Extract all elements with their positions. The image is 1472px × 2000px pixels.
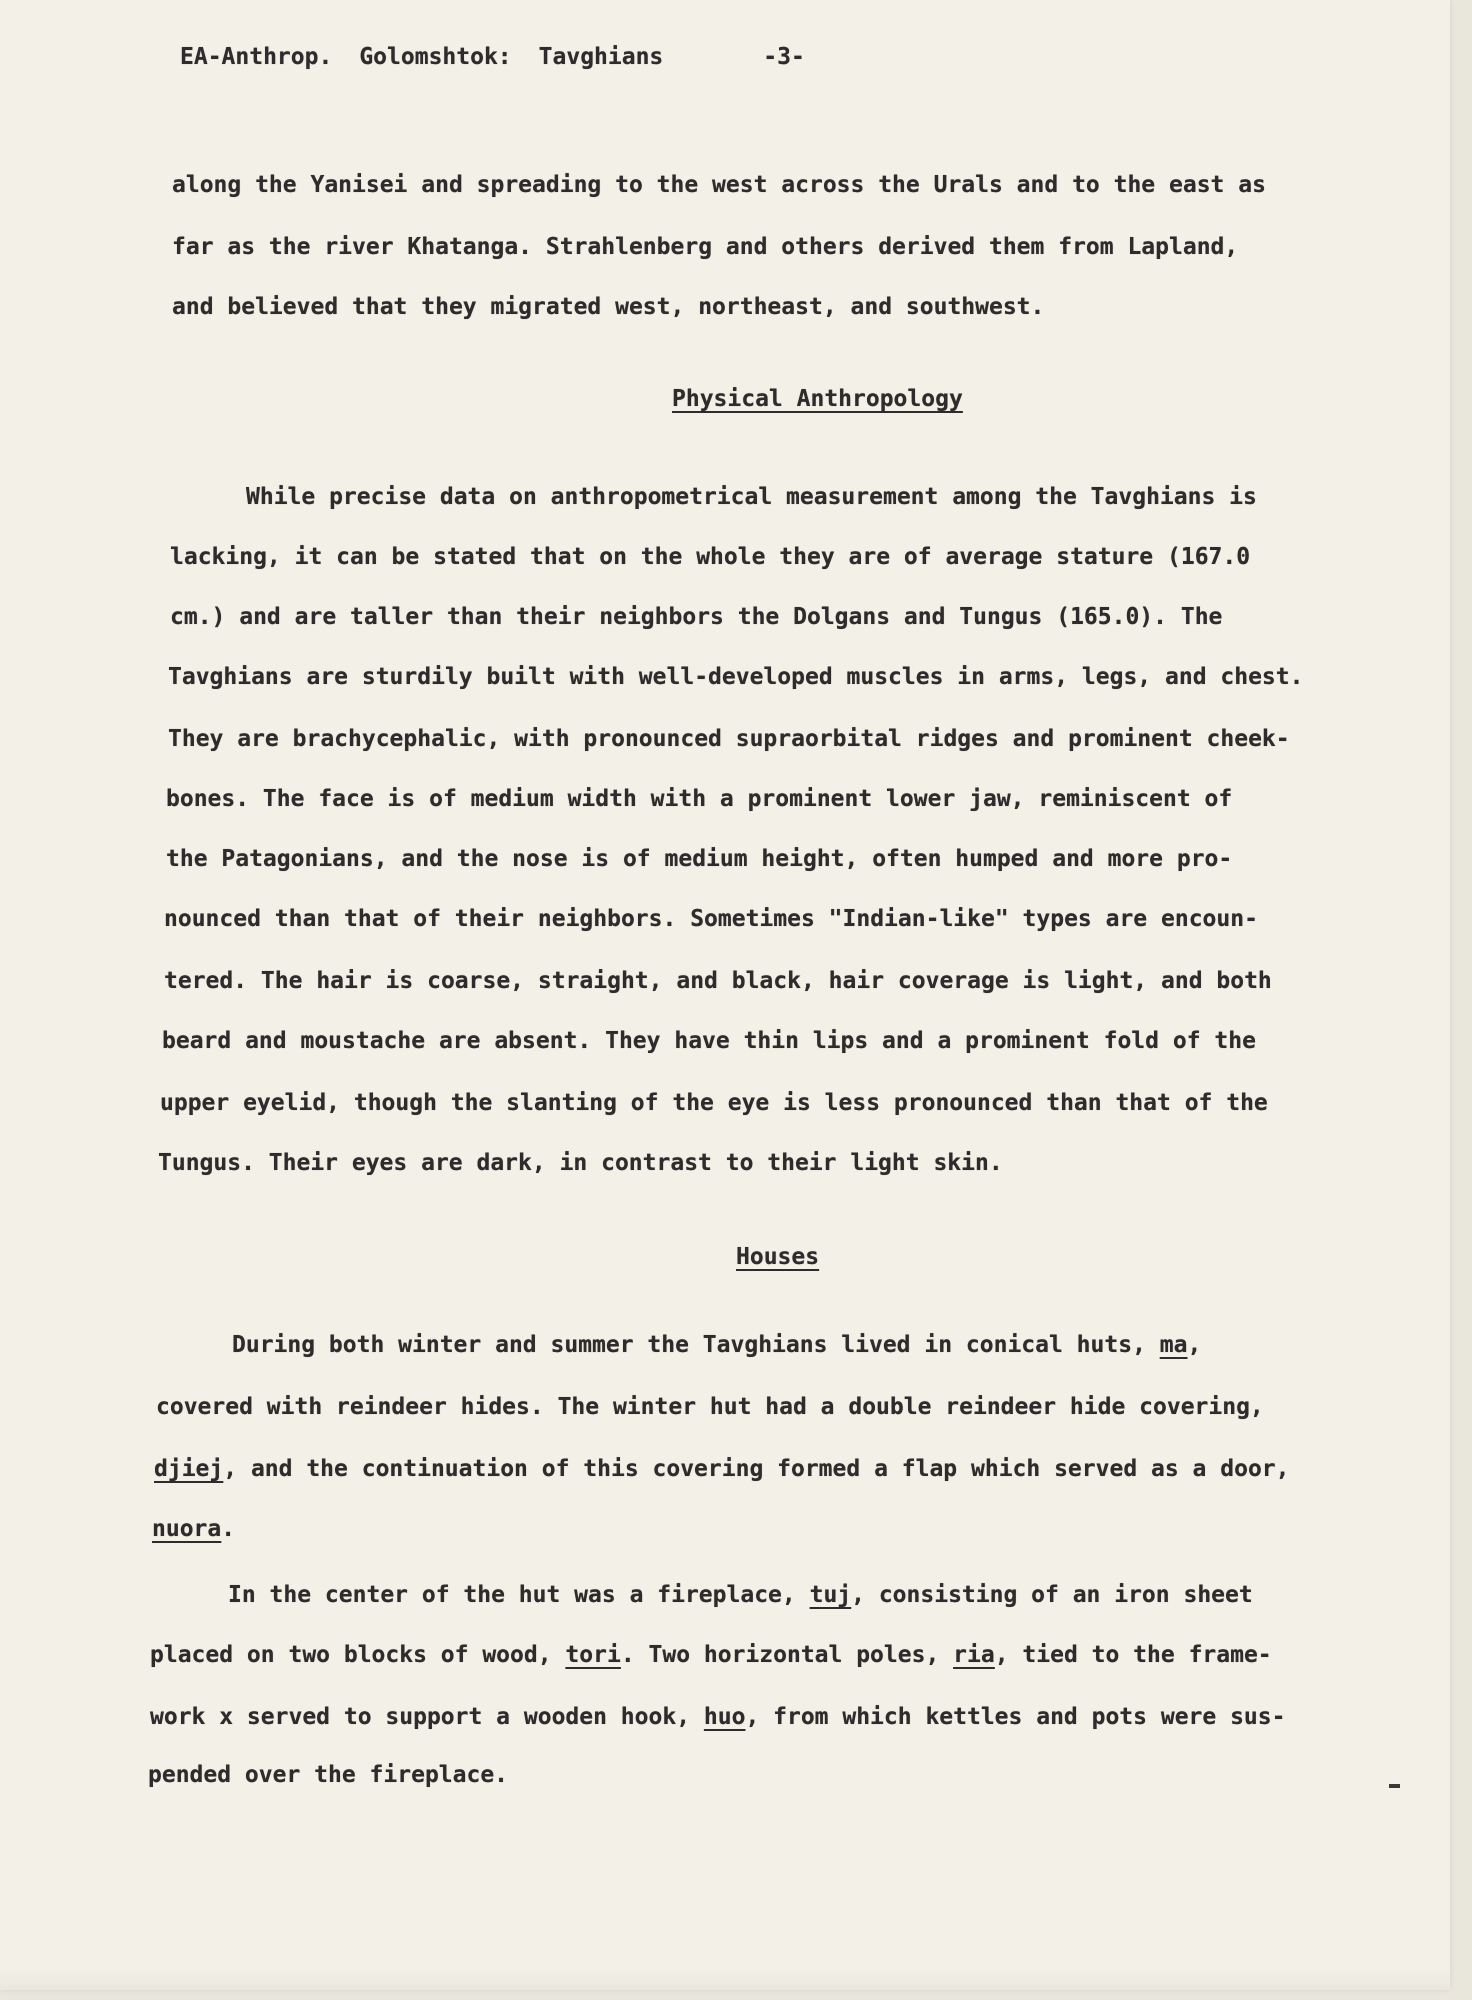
text-line: upper eyelid, though the slanting of the eye is less pronounced than that of the bbox=[160, 1090, 1268, 1116]
text-line: bones. The face is of medium width with a prominent lower jaw, reminiscent of bbox=[166, 786, 1233, 812]
native-term: ma bbox=[1159, 1332, 1188, 1358]
native-term: huo bbox=[703, 1704, 746, 1730]
text-line: They are brachycephalic, with pronounced supraorbital ridges and prominent cheek- bbox=[168, 726, 1290, 752]
text-line bbox=[232, 1332, 1201, 1358]
section-heading-houses: Houses bbox=[736, 1244, 820, 1270]
text-line: far as the river Khatanga. Strahlenberg and others derived them from Lapland, bbox=[172, 234, 1239, 260]
text-line bbox=[152, 1516, 235, 1542]
text-line: and believed that they migrated west, northeast, and southwest. bbox=[172, 294, 1045, 320]
text-line: lacking, it can be stated that on the whole they are of average stature (167.0 bbox=[170, 544, 1251, 570]
page-number: -3- bbox=[763, 44, 805, 70]
text-segment: placed on two blocks of wood, bbox=[150, 1642, 566, 1668]
text-segment: In the center of the hut was a fireplace, bbox=[228, 1582, 810, 1608]
native-term: tuj bbox=[809, 1582, 852, 1608]
text-line bbox=[150, 1642, 1272, 1668]
text-line bbox=[154, 1456, 1289, 1482]
text-line: Tavghians are sturdily built with well-developed muscles in arms, legs, and chest. bbox=[168, 664, 1304, 690]
text-segment: , and the continuation of this covering formed a flap which served as a door, bbox=[223, 1456, 1290, 1482]
text-line: nounced than that of their neighbors. Sometimes "Indian-like" types are encoun- bbox=[164, 906, 1258, 932]
header-series: EA-Anthrop. bbox=[180, 44, 333, 70]
text-line: along the Yanisei and spreading to the west across the Urals and to the east as bbox=[172, 172, 1266, 198]
text-segment: . Two horizontal poles, bbox=[620, 1642, 954, 1668]
text-line: While precise data on anthropometrical measurement among the Tavghians is bbox=[246, 484, 1257, 510]
text-segment: , consisting of an iron sheet bbox=[851, 1582, 1253, 1608]
native-term: djiej bbox=[154, 1456, 224, 1482]
text-line: pended over the fireplace. bbox=[148, 1762, 509, 1788]
text-line: cm.) and are taller than their neighbors the Dolgans and Tungus (165.0). The bbox=[170, 604, 1223, 630]
continuation-dash bbox=[1389, 1784, 1400, 1788]
text-line: beard and moustache are absent. They have thin lips and a prominent fold of the bbox=[162, 1028, 1256, 1054]
header-subject: Tavghians bbox=[538, 44, 664, 70]
section-heading-physical-anthropology: Physical Anthropology bbox=[672, 386, 963, 412]
text-line bbox=[228, 1582, 1253, 1608]
text-line bbox=[150, 1704, 1285, 1730]
text-line: the Patagonians, and the nose is of medium height, often humped and more pro- bbox=[166, 846, 1233, 872]
text-segment: During both winter and summer the Tavghians lived in conical huts, bbox=[232, 1332, 1160, 1358]
page-shadow bbox=[0, 1968, 1450, 1990]
text-segment: work x served to support a wooden hook, bbox=[150, 1704, 704, 1730]
text-line: covered with reindeer hides. The winter hut had a double reindeer hide covering, bbox=[156, 1394, 1264, 1420]
page-header bbox=[180, 44, 805, 70]
text-segment: , from which kettles and pots were sus- bbox=[745, 1704, 1286, 1730]
text-segment: , tied to the frame- bbox=[994, 1642, 1272, 1668]
native-term: ria bbox=[953, 1642, 995, 1668]
header-author: Golomshtok: bbox=[359, 44, 512, 70]
native-term: tori bbox=[565, 1642, 621, 1668]
text-segment: . bbox=[221, 1516, 236, 1542]
text-line: tered. The hair is coarse, straight, and black, hair coverage is light, and both bbox=[164, 968, 1272, 994]
text-line: Tungus. Their eyes are dark, in contrast to their light skin. bbox=[158, 1150, 1003, 1176]
text-segment: , bbox=[1187, 1332, 1202, 1358]
native-term: nuora bbox=[152, 1516, 222, 1542]
